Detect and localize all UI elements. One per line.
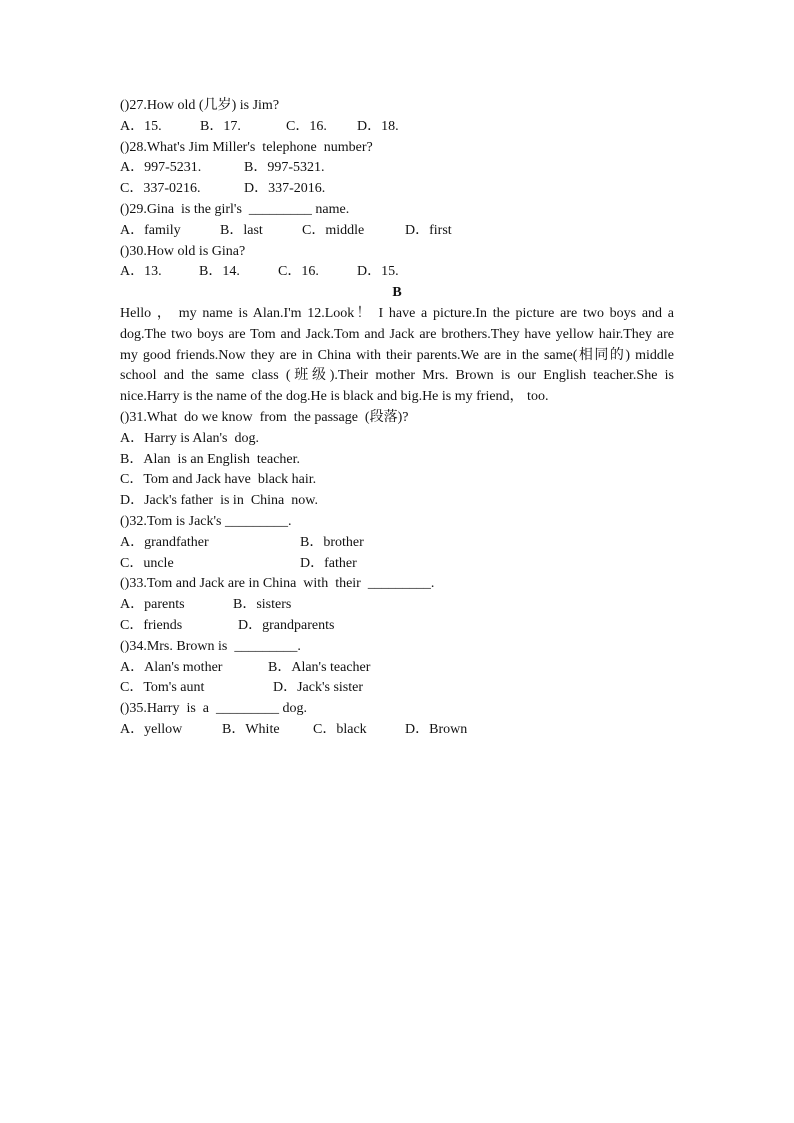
option-b: B．brother	[300, 534, 364, 550]
option-c: C．middle	[302, 222, 365, 238]
option-c: C．16.	[278, 264, 319, 280]
question-27-stem: ()27.How old (几岁) is Jim?	[120, 98, 280, 113]
option-d: D．father	[300, 555, 357, 571]
option-a: A．yellow	[120, 721, 183, 737]
option-d: D．Jack's father is in China now.	[120, 493, 318, 509]
option-b: B．White	[222, 721, 280, 737]
question-30-stem: ()30.How old is Gina?	[120, 243, 246, 259]
question-33-options-row1	[120, 595, 674, 616]
option-b: B．17.	[200, 118, 241, 134]
option-c: C．337-0216.	[120, 181, 201, 197]
option-c: C．Tom's aunt	[120, 680, 205, 696]
option-b: B．sisters	[233, 597, 292, 613]
question-29-stem: ()29.Gina is the girl's _________ name.	[120, 201, 350, 217]
question-31-stem: ()31.What do we know from the passage (段落)?	[120, 409, 409, 425]
document-content	[120, 96, 674, 741]
option-b: B．last	[220, 222, 263, 238]
option-c: C．black	[313, 721, 367, 737]
question-30-options	[120, 262, 674, 283]
option-a: A．Harry is Alan's dog.	[120, 430, 260, 446]
question-34-options-row2	[120, 678, 674, 699]
option-d: D．Jack's sister	[273, 680, 364, 696]
question-32-options-row2	[120, 554, 674, 575]
option-b: B．14.	[199, 264, 240, 280]
section-heading: B	[392, 285, 402, 301]
option-b: B．Alan's teacher	[268, 659, 371, 675]
option-c: C．16.	[286, 118, 327, 134]
option-a: A．grandfather	[120, 534, 209, 550]
question-34-stem: ()34.Mrs. Brown is _________.	[120, 638, 301, 654]
option-c: C．uncle	[120, 555, 174, 571]
option-d: D．grandparents	[238, 617, 335, 633]
option-a: A．family	[120, 222, 181, 238]
question-32-stem: ()32.Tom is Jack's _________.	[120, 513, 292, 529]
option-d: D．15.	[357, 264, 399, 280]
option-b: B．Alan is an English teacher.	[120, 451, 301, 467]
option-a: A．13.	[120, 264, 162, 280]
option-d: D．first	[405, 222, 452, 238]
question-28-options-row1	[120, 158, 674, 179]
question-33-options-row2	[120, 616, 674, 637]
option-d: D．18.	[357, 118, 399, 134]
option-a: A．997-5231.	[120, 160, 202, 176]
question-27-options	[120, 117, 674, 138]
question-35-stem: ()35.Harry is a _________ dog.	[120, 701, 308, 717]
question-33-stem: ()33.Tom and Jack are in China with their _________.	[120, 576, 435, 592]
option-d: D．Brown	[405, 721, 468, 737]
question-28-stem: ()28.What's Jim Miller's telephone number?	[120, 139, 373, 155]
question-34-options-row1	[120, 658, 674, 679]
question-29-options	[120, 221, 674, 242]
option-c: C．Tom and Jack have black hair.	[120, 472, 317, 488]
option-d: D．337-2016.	[244, 181, 326, 197]
reading-passage: Hello ， my name is Alan.I'm 12.Look！ I have a picture.In the picture are two boys and a dog.The two boys are Tom and Jack.Tom and Jack are brothers.They have yellow hair.They are my good friends.Now they are in China with their parents.We are in the same(相同的) middle school and the same class (班级).Their mother Mrs. Brown is our English teacher.She is nice.Harry is the name of the dog.He is black and big.He is my friend， too.	[120, 305, 674, 405]
option-c: C．friends	[120, 617, 183, 633]
option-b: B．997-5321.	[244, 160, 325, 176]
question-32-options-row1	[120, 533, 674, 554]
option-a: A．Alan's mother	[120, 659, 223, 675]
question-35-options	[120, 720, 674, 741]
option-a: A．15.	[120, 118, 162, 134]
question-28-options-row2	[120, 179, 674, 200]
option-a: A．parents	[120, 597, 185, 613]
